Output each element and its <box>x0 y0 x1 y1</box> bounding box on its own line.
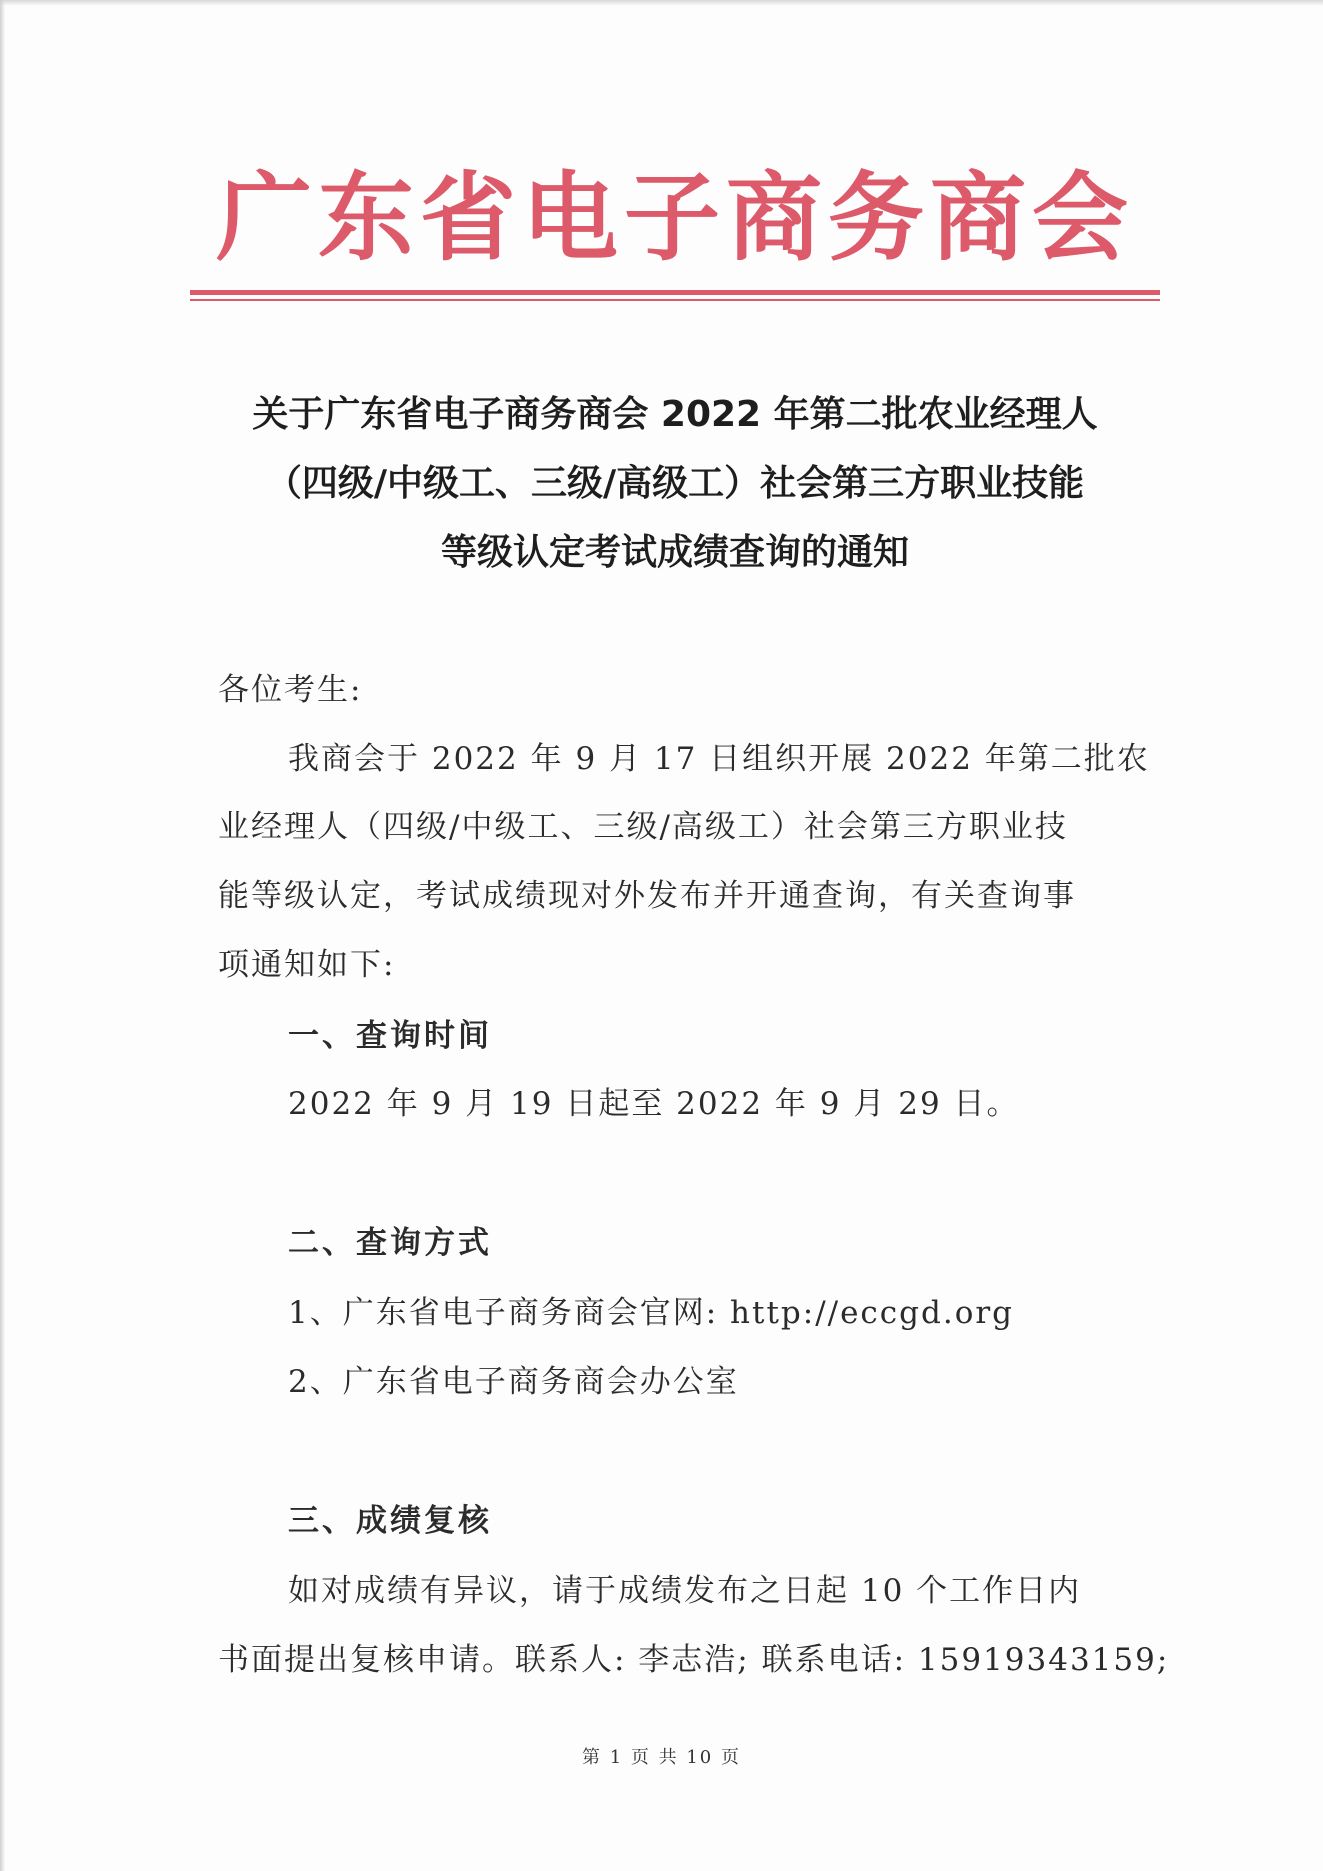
scan-top-edge <box>0 0 1323 6</box>
title-line-2: （四级/中级工、三级/高级工）社会第三方职业技能 <box>265 463 1085 504</box>
document-title <box>190 380 1160 587</box>
intro-line-2: 业经理人（四级/中级工、三级/高级工）社会第三方职业技 <box>218 809 1068 845</box>
section-1-text: 2022 年 9 月 19 日起至 2022 年 9 月 29 日。 <box>288 1086 1020 1122</box>
section-3-line-1: 如对成绩有异议，请于成绩发布之日起 10 个工作日内 <box>288 1573 1082 1609</box>
section-3-heading: 三、成绩复核 <box>288 1503 492 1539</box>
intro-line-3: 能等级认定，考试成绩现对外发布并开通查询，有关查询事 <box>218 878 1076 914</box>
title-line-3: 等级认定考试成绩查询的通知 <box>440 532 909 573</box>
page-number: 第 1 页 共 10 页 <box>582 1747 741 1768</box>
intro-line-4: 项通知如下: <box>218 947 396 983</box>
section-2-heading: 二、查询方式 <box>288 1225 492 1261</box>
title-line-1: 关于广东省电子商务商会 2022 年第二批农业经理人 <box>252 394 1098 435</box>
section-2-item-2: 2、广东省电子商务商会办公室 <box>288 1364 739 1400</box>
letterhead-org-name: 广东省电子商务商会 <box>216 161 1134 274</box>
salutation: 各位考生: <box>218 672 363 708</box>
section-2-item-1: 1、广东省电子商务商会官网: http://eccgd.org <box>288 1295 1015 1331</box>
intro-line-1: 我商会于 2022 年 9 月 17 日组织开展 2022 年第二批农 <box>288 741 1150 777</box>
section-1-heading: 一、查询时间 <box>288 1018 492 1054</box>
section-3-line-2: 书面提出复核申请。联系人: 李志浩; 联系电话: 15919343159; <box>218 1642 1170 1678</box>
letterhead-red-rule-thin <box>190 299 1160 301</box>
letterhead-red-rule <box>190 290 1160 295</box>
scan-left-edge <box>0 0 5 1871</box>
